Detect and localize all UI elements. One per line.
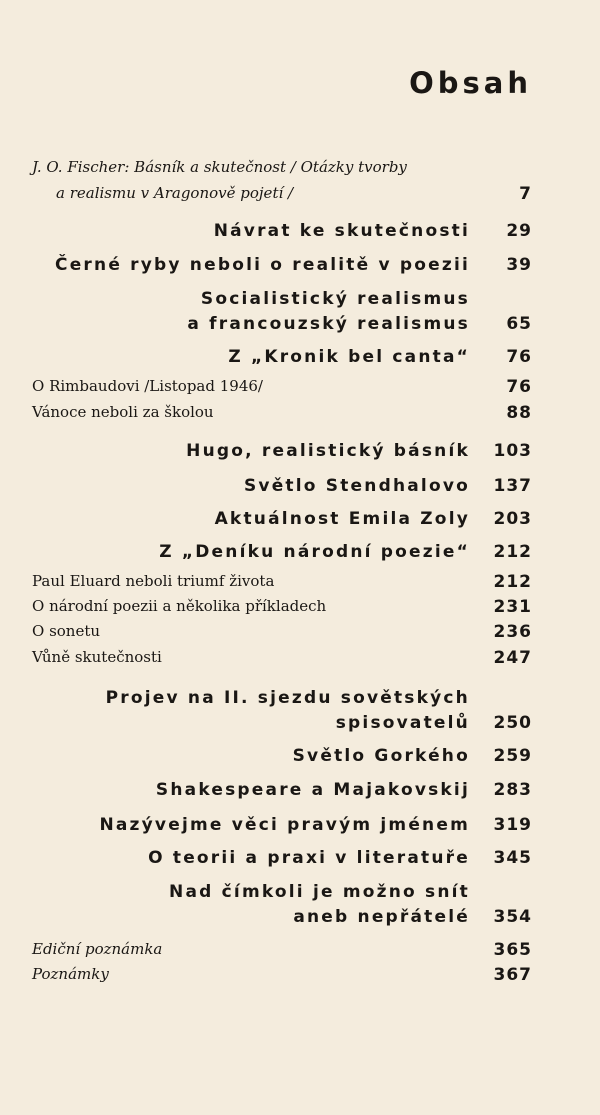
toc-entry xyxy=(32,441,532,467)
toc-entry xyxy=(32,509,532,535)
toc-entry-page: 76 xyxy=(506,377,532,397)
toc-entry-title: a francouzský realismus xyxy=(187,314,470,334)
toc-entry-page: 354 xyxy=(493,907,532,927)
toc-entry-title: Socialistický realismus xyxy=(200,289,470,309)
toc-entry-title: Vůně skutečnosti xyxy=(32,648,162,666)
toc-entry xyxy=(32,403,532,429)
toc-entry-title: Z „Kronik bel canta“ xyxy=(228,347,470,367)
toc-entry xyxy=(32,622,532,648)
toc-entry-title: a realismu v Aragonově pojetí / xyxy=(56,184,294,202)
toc-entry xyxy=(32,713,532,739)
toc-entry-page: 103 xyxy=(493,441,532,461)
toc-entry-title: aneb nepřátelé xyxy=(293,907,470,927)
toc-entry xyxy=(32,746,532,772)
toc-entry-page: 88 xyxy=(506,403,532,423)
toc-entry-title: Vánoce neboli za školou xyxy=(32,403,214,421)
toc-entry xyxy=(32,965,532,991)
toc-entry-title: Shakespeare a Majakovskij xyxy=(155,780,470,800)
toc-entry xyxy=(32,476,532,502)
toc-entry-page: 250 xyxy=(493,713,532,733)
toc-entry-title: Černé ryby neboli o realitě v poezii xyxy=(55,255,470,275)
toc-entry xyxy=(32,184,532,210)
toc-entry-title: Z „Deníku národní poezie“ xyxy=(159,542,470,562)
toc-entry-title: Projev na II. sjezdu sovětských xyxy=(105,688,470,708)
toc-entry xyxy=(32,221,532,247)
toc-entry xyxy=(32,597,532,623)
toc-entry-page: 65 xyxy=(506,314,532,334)
toc-entry-title: O národní poezii a několika příkladech xyxy=(32,597,327,615)
toc-entry xyxy=(32,289,532,315)
toc-entry xyxy=(32,648,532,674)
toc-entry-title: Návrat ke skutečnosti xyxy=(213,221,470,241)
toc-entry xyxy=(32,688,532,714)
toc-entry-title: O Rimbaudovi /Listopad 1946/ xyxy=(32,377,263,395)
toc-entry-page: 247 xyxy=(493,648,532,668)
toc-entry-page: 345 xyxy=(493,848,532,868)
toc-entry xyxy=(32,542,532,568)
toc-entry-page: 137 xyxy=(493,476,532,496)
toc-entry-title: spisovatelů xyxy=(335,713,470,733)
toc-entry-page: 231 xyxy=(493,597,532,617)
toc-entry-title: Hugo, realistický básník xyxy=(186,441,470,461)
toc-entry-title: Paul Eluard neboli triumf života xyxy=(32,572,275,590)
toc-entry-page: 203 xyxy=(493,509,532,529)
toc-entry-page: 365 xyxy=(493,940,532,960)
toc-entry-page: 29 xyxy=(506,221,532,241)
toc-entry-page: 236 xyxy=(493,622,532,642)
toc-entry-page: 39 xyxy=(506,255,532,275)
toc-entry-page: 259 xyxy=(493,746,532,766)
toc-entry-title: J. O. Fischer: Básník a skutečnost / Otázky tvorby xyxy=(32,158,407,176)
toc-entry-title: Světlo Stendhalovo xyxy=(243,476,470,496)
toc-entry xyxy=(32,907,532,933)
toc-entry-title: Aktuálnost Emila Zoly xyxy=(214,509,470,529)
toc-entry-title: Nazývejme věci pravým jménem xyxy=(99,815,470,835)
toc-entry xyxy=(32,572,532,598)
toc-entry-title: Poznámky xyxy=(32,965,109,983)
toc-entry-title: Nad čímkoli je možno snít xyxy=(169,882,470,902)
toc-entry-title: Ediční poznámka xyxy=(32,940,163,958)
toc-entry xyxy=(32,940,532,966)
toc-entry xyxy=(32,815,532,841)
toc-entry xyxy=(32,848,532,874)
toc-entry-page: 7 xyxy=(519,184,532,204)
toc-entry-page: 212 xyxy=(493,572,532,592)
page-title: Obsah xyxy=(409,66,532,100)
toc-entry-page: 283 xyxy=(493,780,532,800)
toc-entry-page: 76 xyxy=(506,347,532,367)
toc-entry-page: 212 xyxy=(493,542,532,562)
toc-entry-title: O teorii a praxi v literatuře xyxy=(148,848,470,868)
toc-entry xyxy=(32,158,532,184)
toc-entry xyxy=(32,255,532,281)
toc-entry-title: O sonetu xyxy=(32,622,101,640)
toc-entry-page: 319 xyxy=(493,815,532,835)
toc-entry-page: 367 xyxy=(493,965,532,985)
toc-entry xyxy=(32,347,532,373)
toc-entry-title: Světlo Gorkého xyxy=(292,746,470,766)
toc-entry xyxy=(32,314,532,340)
toc-entry xyxy=(32,780,532,806)
toc-entry xyxy=(32,377,532,403)
toc-entry xyxy=(32,882,532,908)
